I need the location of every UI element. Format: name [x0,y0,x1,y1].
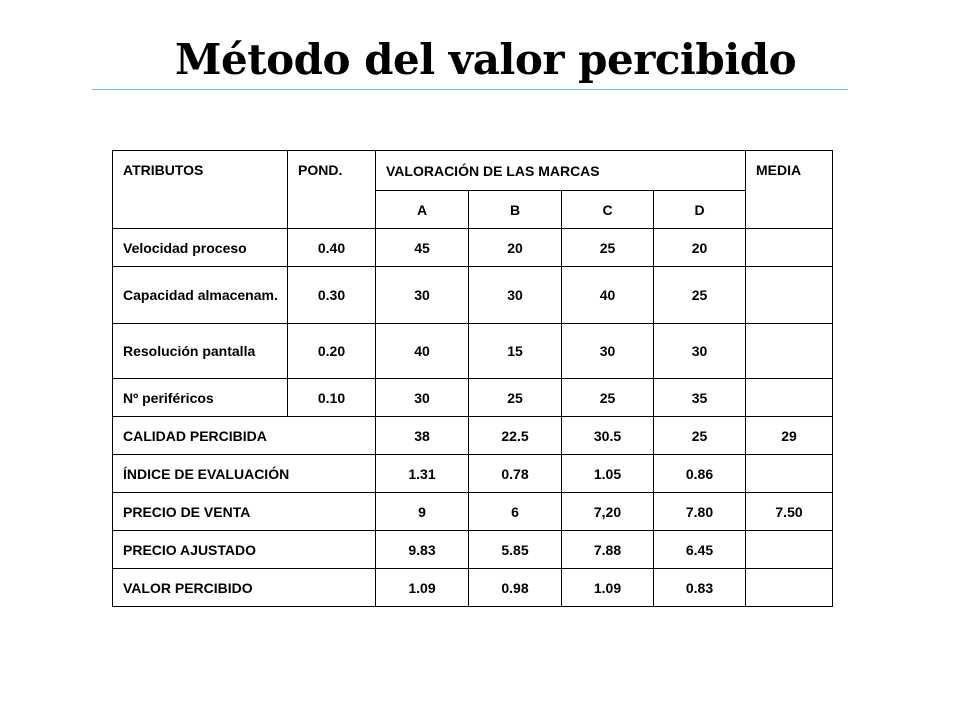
brand-header-b: B [469,191,562,229]
value-cell: 1.09 [562,569,654,607]
summary-label: CALIDAD PERCIBIDA [113,417,376,455]
value-cell: 9.83 [376,531,469,569]
mean-cell: 29 [746,417,833,455]
value-cell: 25 [562,229,654,267]
header-mean: MEDIA [746,151,833,229]
summary-label: PRECIO DE VENTA [113,493,376,531]
value-cell: 25 [654,417,746,455]
value-cell: 20 [469,229,562,267]
value-cell: 1.09 [376,569,469,607]
value-cell: 7.80 [654,493,746,531]
brand-header-a: A [376,191,469,229]
value-cell: 25 [654,267,746,324]
valuation-table [112,150,833,607]
summary-row [113,569,833,607]
mean-cell [746,379,833,417]
attribute-cell: Nº periféricos [113,379,288,417]
value-cell: 1.05 [562,455,654,493]
brand-header-d: D [654,191,746,229]
mean-cell [746,324,833,379]
value-cell: 30 [469,267,562,324]
mean-cell [746,229,833,267]
mean-cell [746,455,833,493]
value-cell: 30 [654,324,746,379]
header-row [113,151,833,191]
value-cell: 20 [654,229,746,267]
header-brand-rating: VALORACIÓN DE LAS MARCAS [376,151,746,191]
mean-cell [746,569,833,607]
value-cell: 7,20 [562,493,654,531]
header-weight: POND. [288,151,376,229]
weight-cell: 0.40 [288,229,376,267]
weight-cell: 0.10 [288,379,376,417]
value-cell: 0.86 [654,455,746,493]
page-title: Método del valor percibido [175,35,797,84]
value-cell: 30 [376,379,469,417]
header-attributes: ATRIBUTOS [113,151,288,229]
value-cell: 6.45 [654,531,746,569]
summary-row [113,455,833,493]
value-cell: 30.5 [562,417,654,455]
brand-header-c: C [562,191,654,229]
value-cell: 0.98 [469,569,562,607]
value-cell: 22.5 [469,417,562,455]
value-cell: 15 [469,324,562,379]
value-cell: 6 [469,493,562,531]
value-cell: 25 [469,379,562,417]
table-row [113,324,833,379]
table-row [113,379,833,417]
value-cell: 40 [376,324,469,379]
summary-label: ÍNDICE DE EVALUACIÓN [113,455,376,493]
title-divider [92,89,848,90]
value-cell: 45 [376,229,469,267]
value-cell: 35 [654,379,746,417]
mean-cell [746,531,833,569]
summary-label: VALOR PERCIBIDO [113,569,376,607]
value-cell: 38 [376,417,469,455]
summary-row [113,531,833,569]
value-cell: 40 [562,267,654,324]
summary-row [113,493,833,531]
summary-row [113,417,833,455]
attribute-cell: Capacidad almacenam. [113,267,288,324]
summary-label: PRECIO AJUSTADO [113,531,376,569]
mean-cell [746,267,833,324]
weight-cell: 0.30 [288,267,376,324]
value-cell: 25 [562,379,654,417]
mean-cell: 7.50 [746,493,833,531]
value-cell: 5.85 [469,531,562,569]
value-cell: 0.83 [654,569,746,607]
attribute-cell: Resolución pantalla [113,324,288,379]
attribute-cell: Velocidad proceso [113,229,288,267]
value-cell: 7.88 [562,531,654,569]
value-cell: 30 [376,267,469,324]
value-cell: 30 [562,324,654,379]
value-cell: 0.78 [469,455,562,493]
value-cell: 9 [376,493,469,531]
table-row [113,229,833,267]
value-cell: 1.31 [376,455,469,493]
table-row [113,267,833,324]
weight-cell: 0.20 [288,324,376,379]
